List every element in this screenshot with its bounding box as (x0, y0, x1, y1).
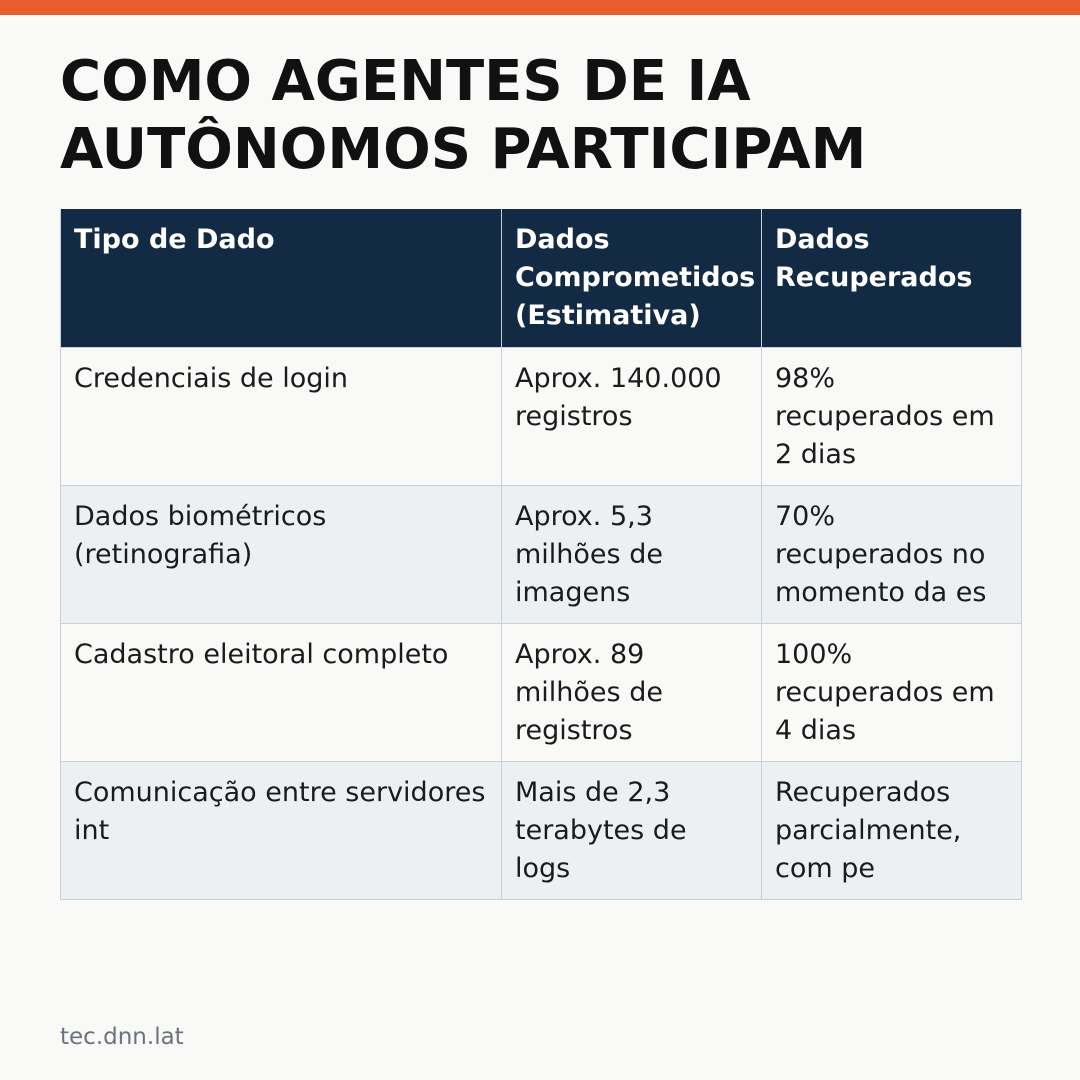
cell-text: Aprox. 5,3 milhões de imagens (515, 500, 663, 608)
table-row (61, 623, 1022, 761)
table-cell-compromised (502, 485, 762, 623)
cell-text: Credenciais de login (74, 362, 348, 394)
cell-text: Cadastro eleitoral completo (74, 638, 449, 670)
table-header-row (61, 209, 1022, 347)
accent-top-bar (0, 0, 1080, 15)
page-title-line-2: AUTÔNOMOS PARTICIPAM (60, 117, 867, 182)
header-cell-tipo-de-dado (61, 209, 502, 347)
header-line: Recuperados (775, 262, 973, 293)
header-line: (Estimativa) (515, 300, 701, 331)
table-cell-recovered (762, 485, 1022, 623)
cell-text: 98% recuperados em 2 dias (775, 362, 995, 470)
cell-text: Comunicação entre servidores int (74, 776, 486, 846)
header-line: Comprometidos (515, 262, 756, 293)
table-cell-data-type (61, 623, 502, 761)
cell-text: Recuperados parcialmente, com pe (775, 776, 962, 884)
header-line: Dados (515, 224, 610, 255)
page-title (60, 48, 1020, 184)
cell-text: 100% recuperados em 4 dias (775, 638, 995, 746)
table-cell-data-type (61, 485, 502, 623)
cell-text: Aprox. 89 milhões de registros (515, 638, 663, 746)
table-cell-compromised (502, 623, 762, 761)
header-line: Tipo de Dado (74, 224, 275, 255)
table-row (61, 347, 1022, 485)
page-title-line-1: COMO AGENTES DE IA (60, 49, 751, 114)
cell-text: 70% recuperados no momento da es (775, 500, 987, 608)
header-cell-dados-recuperados (762, 209, 1022, 347)
table-cell-recovered (762, 347, 1022, 485)
header-line: Dados (775, 224, 870, 255)
table-cell-compromised (502, 347, 762, 485)
header-cell-dados-comprometidos (502, 209, 762, 347)
table-row (61, 485, 1022, 623)
table-cell-compromised (502, 761, 762, 899)
footer-source: tec.dnn.lat (60, 1024, 184, 1050)
table-row (61, 761, 1022, 899)
cell-text: Dados biométricos (retinografia) (74, 500, 327, 570)
cell-text: Aprox. 140.000 registros (515, 362, 722, 432)
table-cell-data-type (61, 347, 502, 485)
table-cell-recovered (762, 623, 1022, 761)
table-cell-data-type (61, 761, 502, 899)
table-cell-recovered (762, 761, 1022, 899)
data-table (60, 209, 1022, 900)
cell-text: Mais de 2,3 terabytes de logs (515, 776, 687, 884)
